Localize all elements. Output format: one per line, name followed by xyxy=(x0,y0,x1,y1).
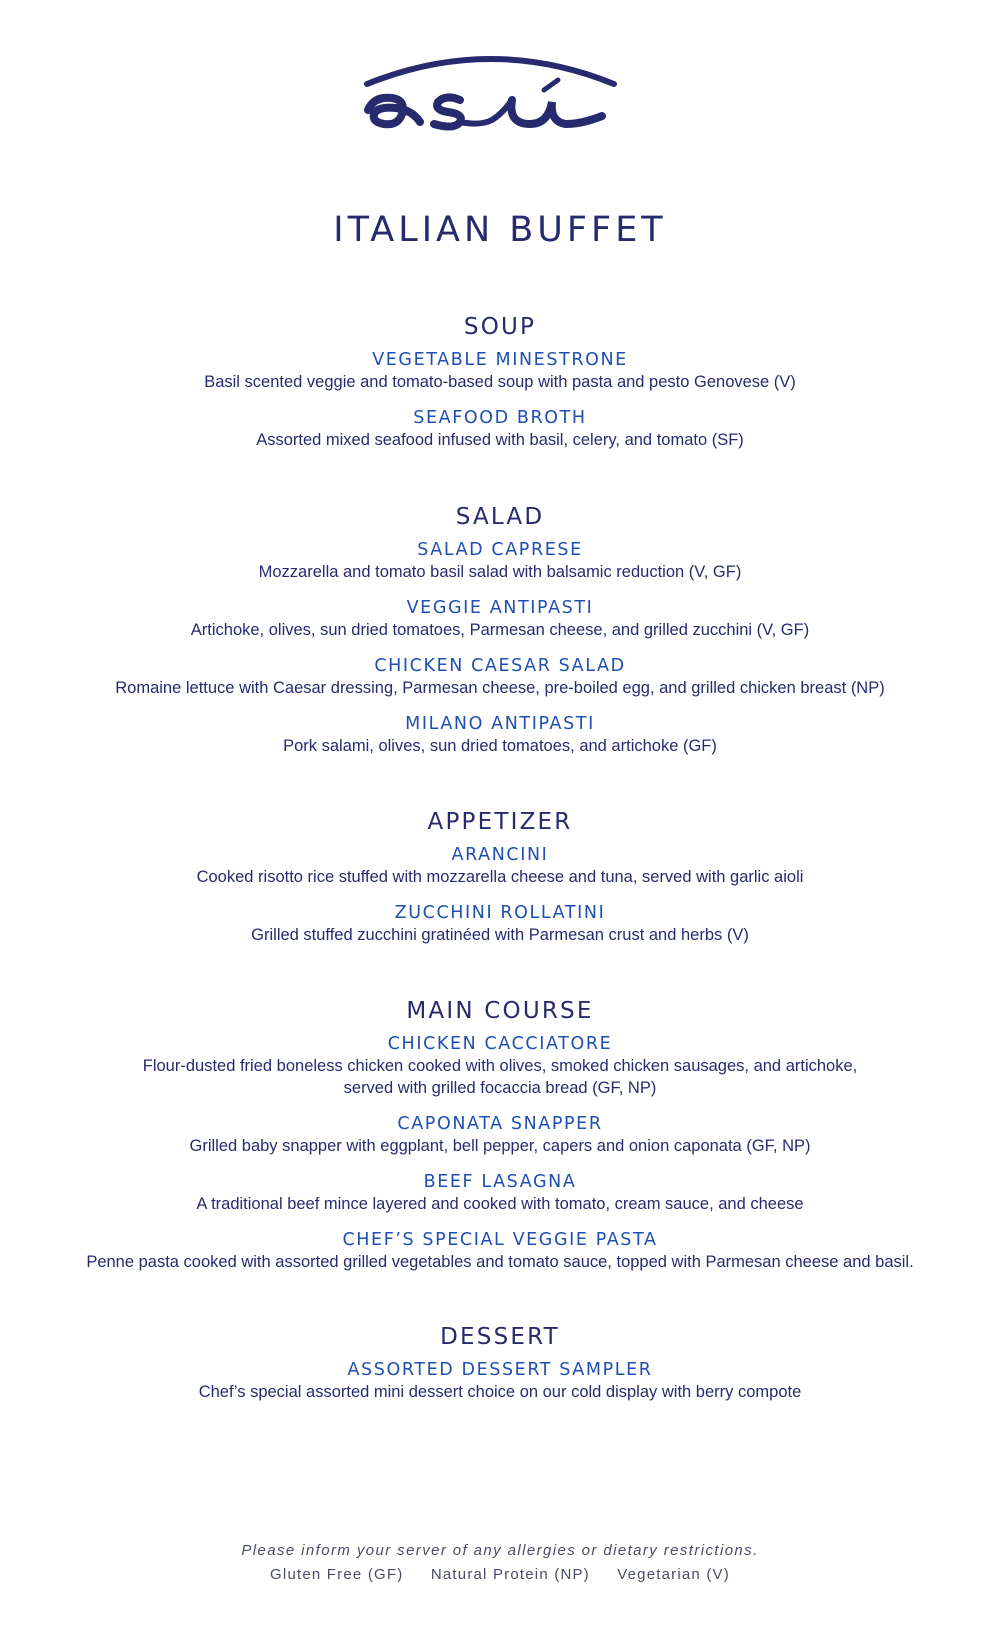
section-appetizer xyxy=(0,804,1000,946)
dish-description: Cooked risotto rice stuffed with mozzarella cheese and tuna, served with garlic aioli xyxy=(196,868,804,886)
section-main-course xyxy=(0,993,1000,1273)
dish-description: Artichoke, olives, sun dried tomatoes, Parmesan cheese, and grilled zucchini (V, GF) xyxy=(190,621,810,639)
footer xyxy=(0,1539,1000,1587)
menu-item xyxy=(0,902,1000,946)
allergy-note: Please inform your server of any allergies or dietary restrictions. xyxy=(241,1542,759,1559)
dish-description: Chef’s special assorted mini dessert choice on our cold display with berry compote xyxy=(198,1383,802,1401)
section-heading: DESSERT xyxy=(440,1324,560,1350)
menu-item xyxy=(0,597,1000,641)
menu-item xyxy=(0,1359,1000,1403)
dish-description: Romaine lettuce with Caesar dressing, Parmesan cheese, pre-boiled egg, and grilled chicken breast (NP) xyxy=(115,679,885,697)
dish-description: A traditional beef mince layered and cooked with tomato, cream sauce, and cheese xyxy=(196,1195,804,1213)
legend-item-natural-protein: Natural Protein (NP) xyxy=(430,1566,590,1583)
page-title: ITALIAN BUFFET xyxy=(333,210,667,250)
dish-description: Mozzarella and tomato basil salad with balsamic reduction (V, GF) xyxy=(258,563,742,581)
legend-item-vegetarian: Vegetarian (V) xyxy=(617,1566,730,1583)
dish-name: MILANO ANTIPASTI xyxy=(405,714,595,734)
dish-name: SEAFOOD BROTH xyxy=(413,408,587,428)
dish-name: CHICKEN CACCIATORE xyxy=(387,1034,613,1054)
dish-description: Grilled baby snapper with eggplant, bell pepper, capers and onion caponata (GF, NP) xyxy=(189,1137,811,1155)
dietary-legend xyxy=(0,1563,1000,1587)
dish-name: VEGGIE ANTIPASTI xyxy=(406,598,594,618)
dish-description: Basil scented veggie and tomato-based soup with pasta and pesto Genovese (V) xyxy=(204,373,796,391)
dish-name: CHEF’S SPECIAL VEGGIE PASTA xyxy=(342,1230,658,1250)
menu-item xyxy=(0,1171,1000,1215)
dish-name: CAPONATA SNAPPER xyxy=(397,1114,603,1134)
section-dessert xyxy=(0,1319,1000,1403)
dish-description: Pork salami, olives, sun dried tomatoes, and artichoke (GF) xyxy=(283,737,717,755)
brand-logo xyxy=(362,52,620,142)
menu-item xyxy=(0,539,1000,583)
dish-name: SALAD CAPRESE xyxy=(417,540,583,560)
dish-name: ZUCCHINI ROLLATINI xyxy=(394,903,606,923)
legend-item-gluten-free: Gluten Free (GF) xyxy=(270,1566,404,1583)
menu-item xyxy=(0,407,1000,451)
section-salad xyxy=(0,499,1000,757)
dish-description: Penne pasta cooked with assorted grilled vegetables and tomato sauce, topped with Parmesan cheese and basil. xyxy=(86,1253,914,1271)
dish-description: Assorted mixed seafood infused with basil, celery, and tomato (SF) xyxy=(256,431,744,449)
section-heading: SALAD xyxy=(455,504,545,530)
dish-name: BEEF LASAGNA xyxy=(423,1172,577,1192)
menu-item xyxy=(0,713,1000,757)
menu-item xyxy=(0,1113,1000,1157)
dish-name: ASSORTED DESSERT SAMPLER xyxy=(347,1360,653,1380)
dish-name: VEGETABLE MINESTRONE xyxy=(372,350,628,370)
section-soup xyxy=(0,309,1000,451)
section-heading: SOUP xyxy=(463,314,537,340)
menu-item xyxy=(0,1229,1000,1273)
dish-description: Flour-dusted fried boneless chicken cooked with olives, smoked chicken sausages, and artichoke, xyxy=(142,1057,858,1075)
dish-description-continued: served with grilled focaccia bread (GF, NP) xyxy=(343,1079,657,1097)
section-heading: APPETIZER xyxy=(427,809,573,835)
menu-item xyxy=(0,844,1000,888)
dish-name: ARANCINI xyxy=(451,845,549,865)
dish-description: Grilled stuffed zucchini gratinéed with Parmesan crust and herbs (V) xyxy=(251,926,749,944)
section-heading: MAIN COURSE xyxy=(406,998,594,1024)
dish-name: CHICKEN CAESAR SALAD xyxy=(374,656,626,676)
menu-item xyxy=(0,1033,1000,1099)
menu-item xyxy=(0,655,1000,699)
menu-item xyxy=(0,349,1000,393)
